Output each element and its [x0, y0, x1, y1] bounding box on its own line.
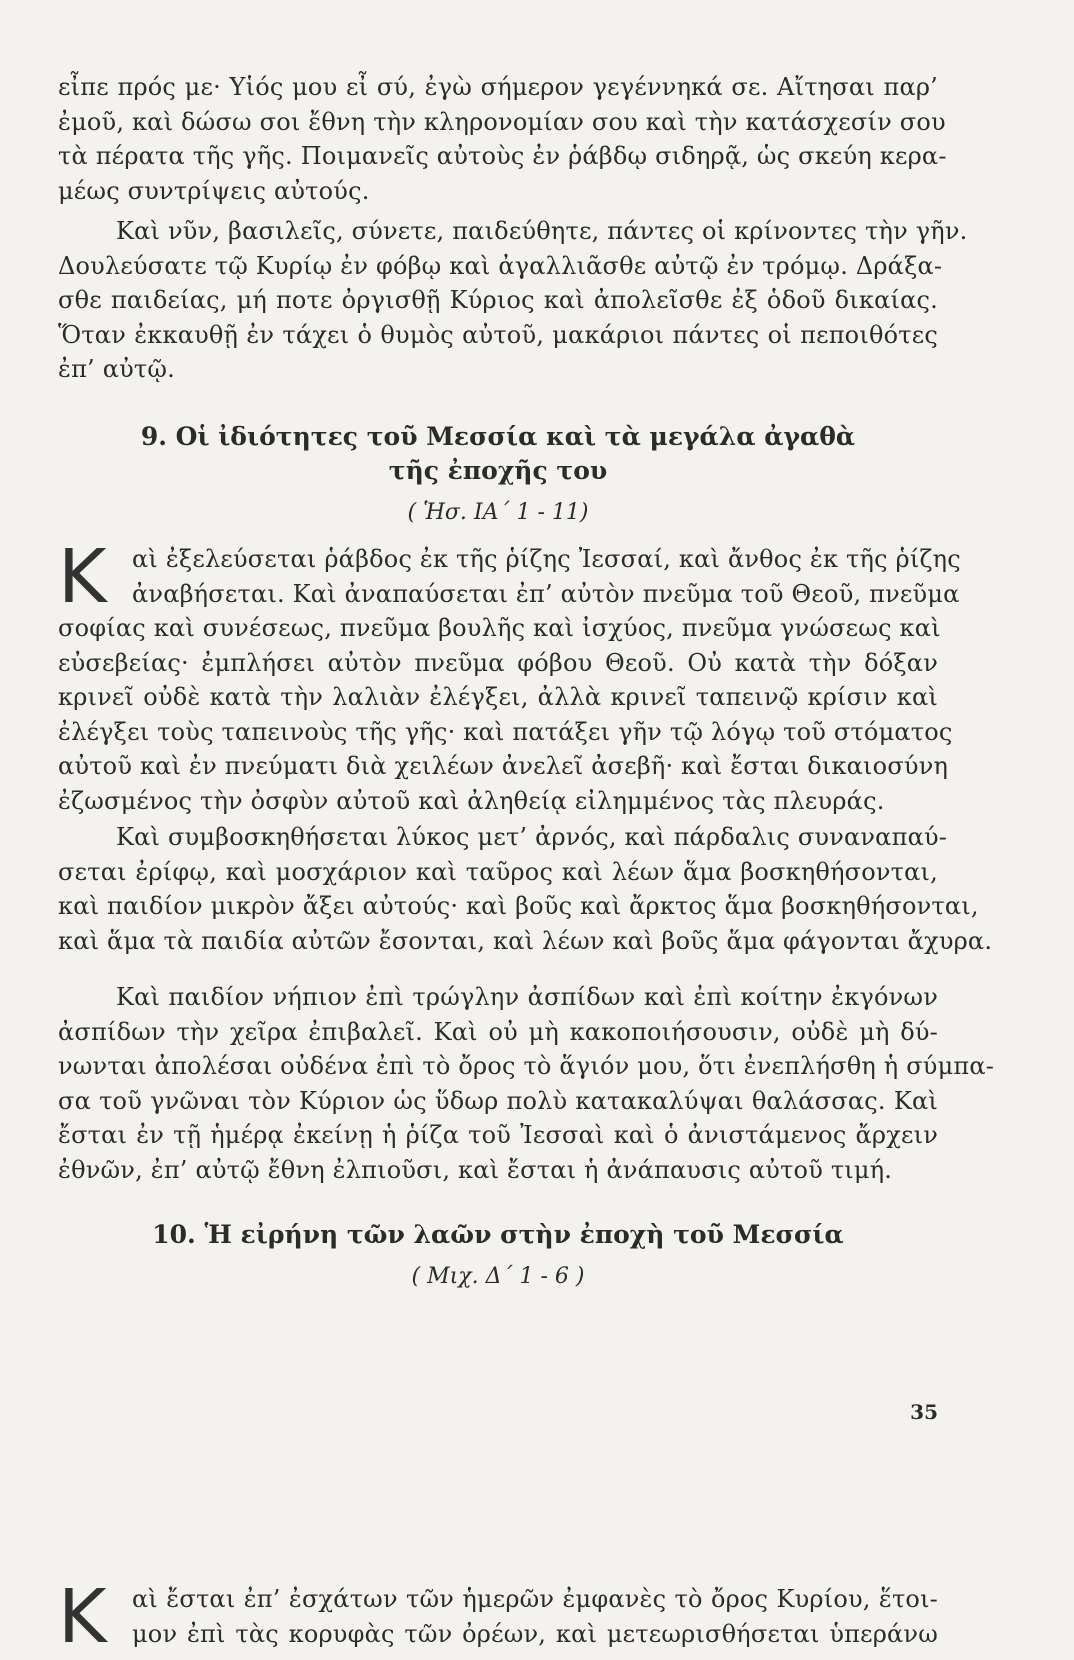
text-line: κρινεῖ οὐδὲ κατὰ τὴν λαλιὰν ἐλέγξει, ἀλλὰ κρινεῖ ταπεινῷ κρίσιν καὶ — [58, 683, 938, 711]
text-line: αὶ ἔσται ἐπ’ ἐσχάτων τῶν ἡμερῶν ἐμφανὲς τὸ ὄρος Κυρίου, ἕτοι- — [132, 1585, 938, 1613]
text-line: Καὶ παιδίον νήπιον ἐπὶ τρώγλην ἀσπίδων καὶ ἐπὶ κοίτην ἐκγόνων — [116, 983, 938, 1011]
text-line: σα τοῦ γνῶναι τὸν Κύριον ὡς ὕδωρ πολὺ κατακαλύψαι θαλάσσας. Καὶ — [58, 1086, 938, 1115]
heading-line: 10. Ἡ εἰρήνη τῶν λαῶν στὴν ἐποχὴ τοῦ Μεσσία — [152, 1220, 844, 1249]
text-line: Καὶ συμβοσκηθήσεται λύκος μετ’ ἀρνός, καὶ πάρδαλις συναναπαύ- — [116, 823, 948, 851]
paragraph-infant-asps — [58, 980, 995, 1187]
scripture-reference-10: ( Μιχ. Δ΄ 1 - 6 ) — [411, 1264, 585, 1289]
text-line: σεται ἐρίφῳ, καὶ μοσχάριον καὶ ταῦρος καὶ λέων ἅμα βοσκηθήσονται, — [58, 857, 938, 886]
text-line: αὶ ἐξελεύσεται ῥάβδος ἐκ τῆς ῥίζης Ἰεσσαί, καὶ ἄνθος ἐκ τῆς ῥίζης — [132, 545, 961, 573]
text-line: καὶ ἅμα τὰ παιδία αὐτῶν ἔσονται, καὶ λέων καὶ βοῦς ἅμα φάγονται ἄχυρα. — [58, 926, 993, 955]
text-line: σοφίας καὶ συνέσεως, πνεῦμα βουλῆς καὶ ἰσχύος, πνεῦμα γνώσεως καὶ — [58, 614, 941, 642]
text-line: νωνται ἀπολέσαι οὐδένα ἐπὶ τὸ ὄρος τὸ ἅγιόν μου, ὅτι ἐνεπλήσθη ἡ σύμπα- — [58, 1052, 995, 1080]
text-line: Καὶ νῦν, βασιλεῖς, σύνετε, παιδεύθητε, πάντες οἱ κρίνοντες τὴν γῆν. — [116, 217, 968, 245]
scripture-reference-9: ( Ἡσ. ΙΑ΄ 1 - 11) — [407, 500, 589, 525]
text-line: ἐπ’ αὐτῷ. — [58, 355, 175, 383]
paragraph-wolf-lamb — [58, 820, 993, 958]
text-line: καὶ παιδίον μικρὸν ἄξει αὐτούς· καὶ βοῦς καὶ ἄρκτος ἅμα βοσκηθήσονται, — [58, 892, 979, 920]
text-line: εἶπε πρός με· Υἱός μου εἶ σύ, ἐγὼ σήμερον γεγέννηκά σε. Αἴτησαι παρ’ — [58, 73, 938, 101]
paragraph-psalm-continuation — [58, 70, 947, 208]
paragraph-micah-4 — [58, 1574, 938, 1660]
text-line: Ὅταν ἐκκαυθῇ ἐν τάχει ὁ θυμὸς αὐτοῦ, μακάριοι πάντες οἱ πεποιθότες — [58, 320, 938, 349]
text-line: ἐλέγξει τοὺς ταπεινοὺς τῆς γῆς· καὶ πατάξει γῆν τῷ λόγῳ τοῦ στόματος — [58, 717, 953, 746]
section-heading-9 — [58, 420, 938, 488]
heading-line: τῆς ἐποχῆς του — [388, 456, 608, 485]
text-line: σθε παιδείας, μή ποτε ὀργισθῇ Κύριος καὶ ἀπολεῖσθε ἐξ ὁδοῦ δικαίας. — [58, 286, 938, 314]
text-line: ἐμοῦ, καὶ δώσω σοι ἔθνη τὴν κληρονομίαν σου καὶ τὴν κατάσχεσίν σου — [58, 107, 946, 136]
section-heading-10 — [58, 1218, 938, 1252]
heading-line: 9. Οἱ ἰδιότητες τοῦ Μεσσία καὶ τὰ μεγάλα ἀγαθὰ — [140, 422, 856, 451]
text-line: Δουλεύσατε τῷ Κυρίῳ ἐν φόβῳ καὶ ἀγαλλιᾶσθε αὐτῷ ἐν τρόμῳ. Δράξα- — [58, 251, 943, 280]
text-line: ἐζωσμένος τὴν ὀσφὺν αὐτοῦ καὶ ἀληθείᾳ εἰλημμένος τὰς πλευράς. — [58, 786, 885, 815]
text-line: ἐθνῶν, ἐπ’ αὐτῷ ἔθνη ἐλπιοῦσι, καὶ ἔσται ἡ ἀνάπαυσις αὐτοῦ τιμή. — [58, 1155, 893, 1184]
text-line: ἀσπίδων τὴν χεῖρα ἐπιβαλεῖ. Καὶ οὐ μὴ κακοποιήσουσιν, οὐδὲ μὴ δύ- — [58, 1017, 938, 1046]
paragraph-kings — [58, 214, 968, 387]
drop-cap: Κ — [58, 1574, 107, 1660]
drop-cap: Κ — [58, 534, 107, 620]
text-line: μέως συντρίψεις αὐτούς. — [58, 176, 370, 205]
text-line: τὰ πέρατα τῆς γῆς. Ποιμανεῖς αὐτοὺς ἐν ῥάβδῳ σιδηρᾷ, ὡς σκεύη κερα- — [58, 142, 947, 170]
text-line: ἀναβήσεται. Καὶ ἀναπαύσεται ἐπ’ αὐτὸν πνεῦμα τοῦ Θεοῦ, πνεῦμα — [132, 579, 960, 608]
paragraph-isaiah-11 — [58, 534, 961, 818]
page-number: 35 — [910, 1400, 938, 1424]
text-line: ἔσται ἐν τῇ ἡμέρᾳ ἐκείνῃ ἡ ῥίζα τοῦ Ἰεσσαὶ καὶ ὁ ἀνιστάμενος ἄρχειν — [58, 1121, 938, 1149]
text-line: αὐτοῦ καὶ ἐν πνεύματι διὰ χειλέων ἀνελεῖ ἀσεβῆ· καὶ ἔσται δικαιοσύνη — [58, 752, 949, 780]
text-line: εὐσεβείας· ἐμπλήσει αὐτὸν πνεῦμα φόβου Θεοῦ. Οὐ κατὰ τὴν δόξαν — [58, 648, 938, 677]
text-line: μον ἐπὶ τὰς κορυφὰς τῶν ὀρέων, καὶ μετεωρισθήσεται ὑπεράνω — [132, 1619, 938, 1648]
